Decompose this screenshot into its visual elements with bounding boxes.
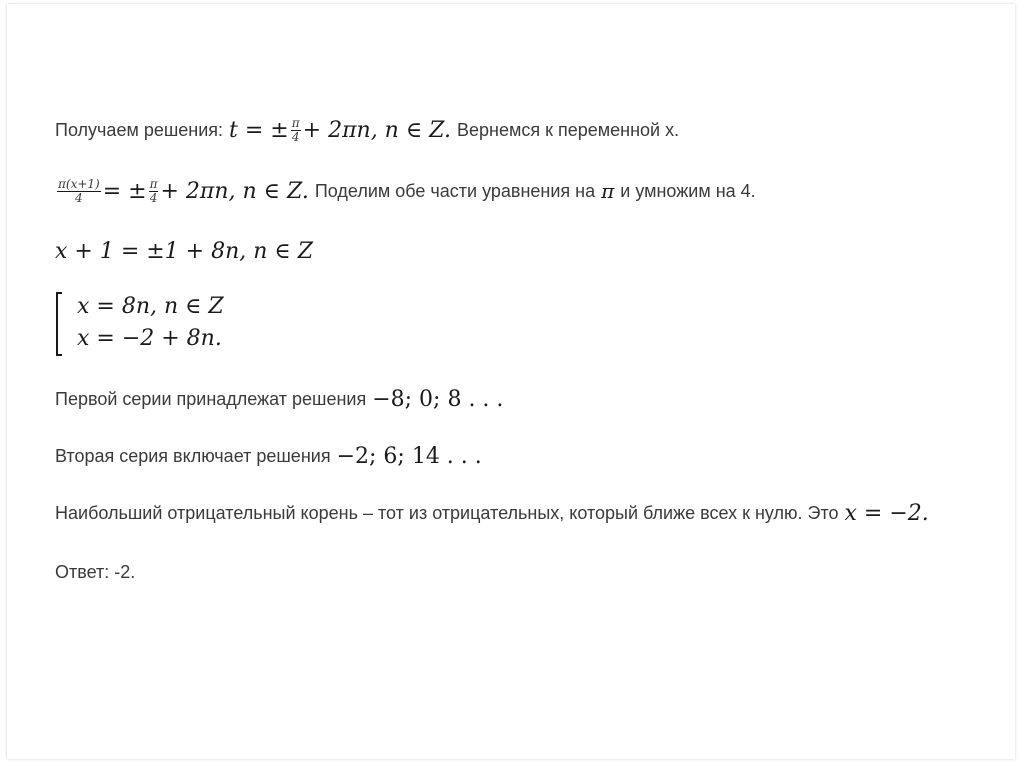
fraction-numerator: π [149,176,158,191]
fraction-denominator: 4 [291,129,300,144]
line-solutions-t [55,114,679,146]
text-get-solutions: Получаем решения: [55,119,224,140]
line-answer [55,558,135,586]
text-answer: Ответ: -2. [55,561,136,582]
text-divide-both-sides: Поделим обе части уравнения на [314,180,596,201]
solution-system [56,292,256,356]
fraction-denominator: 4 [75,190,83,205]
text-multiply-by-4: и умножим на 4. [620,180,756,201]
math-second-series-values: −2; 6; 14 . . . [336,443,482,469]
fraction-denominator: 4 [149,190,158,205]
math-plus-2pin: + 2πn, n ∈ Z. [302,117,452,143]
fraction-pi-x-plus-1-over-4 [57,178,101,205]
square-bracket [56,292,62,356]
line-largest-negative [55,498,929,528]
math-t-equals: t = ± [229,117,289,143]
system-row-2: x = −2 + 8n. [77,326,222,351]
line-second-series [55,441,482,471]
math-pi: π [601,179,615,203]
math-plus-2pin: + 2πn, n ∈ Z. [160,178,309,204]
math-equals-plus-minus: = ± [102,178,147,204]
text-first-series: Первой серии принадлежат решения [55,388,367,409]
text-second-series: Вторая серия включает решения [55,445,331,466]
fraction-numerator: π [291,115,300,130]
math-x-equals-minus-2: x = −2. [844,500,929,526]
math-x-plus-1-equation: x + 1 = ±1 + 8n, n ∈ Z [55,238,313,264]
text-largest-negative-root: Наибольший отрицательный корень – тот из отрицательных, который ближе всех к нулю. Это [55,502,839,523]
line-x-plus-1 [55,236,313,266]
fraction-pi-over-4 [291,117,301,144]
text-return-to-variable: Вернемся к переменной x. [457,119,680,140]
fraction-pi-over-4 [149,178,159,205]
line-first-series [55,384,503,414]
math-first-series-values: −8; 0; 8 . . . [372,386,504,412]
system-row-1: x = 8n, n ∈ Z [77,294,224,319]
fraction-numerator: π(x+1) [58,176,100,191]
line-equation-pi-x [55,174,756,208]
